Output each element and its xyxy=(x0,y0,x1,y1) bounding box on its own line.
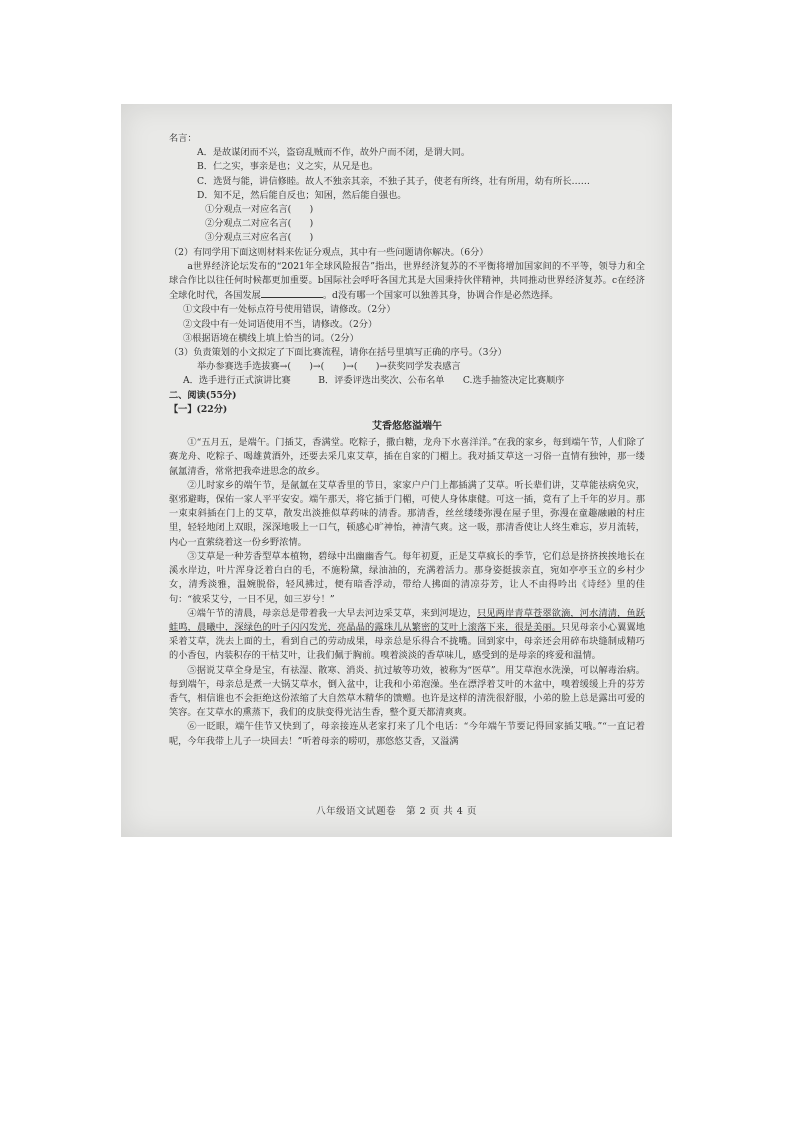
q2-task-2: ②文段中有一处词语使用不当，请修改。（2分） xyxy=(183,318,378,330)
q3-flow: 举办参赛选手选拔赛→( )→( )→( )→获奖同学发表感言 xyxy=(197,361,461,373)
quote-a: A．是故谋闭而不兴，盗窃乱贼而不作，故外户而不闭，是谓大同。 xyxy=(197,147,471,159)
q2-material: a世界经济论坛发布的“2021年全球风险报告”指出，世界经济复苏的不平衡将增加国家间的不平等，领导力和全球合作比以往任何时候都更加重要。b国际社会呼吁各国尤其是大国秉持伙伴精神，共同推动世界经济复苏。c在经济全球化时代，各国发展 。d没有哪一个国家可以独善其身，协调合作是必然选择。 xyxy=(169,260,645,302)
section-heading: 二、阅读(55分) xyxy=(169,389,237,401)
quote-b: B．仁之实，事亲是也；义之实，从兄是也。 xyxy=(197,161,379,173)
match-item-1: ①分观点一对应名言( ) xyxy=(205,204,314,216)
q2-task-1: ①文段中有一处标点符号使用错误，请修改。（2分） xyxy=(183,304,396,316)
subsection-heading: 【一】(22分) xyxy=(169,403,228,415)
q3-option-b: B．评委评选出奖次、公布名单 xyxy=(318,375,445,387)
fill-blank[interactable] xyxy=(261,288,323,298)
match-item-2: ②分观点二对应名言( ) xyxy=(205,218,314,230)
page-content xyxy=(169,132,645,749)
quote-c: C．选贤与能，讲信修睦。故人不独亲其亲，不独子其子，使老有所终，壮有所用，幼有所长…… xyxy=(197,175,590,187)
q3-option-a: A．选手进行正式演讲比赛 xyxy=(183,375,291,387)
article-paragraph-3: ③艾草是一种芳香型草本植物，碧绿中出幽幽香气。每年初夏，正是艾草疯长的季节，它们总是挤挤挨挨地长在溪水岸边，叶片浑身泛着白白的毛，不施粉黛，绿油油的，充满着活力。那身姿挺拔亲直，宛如亭亭玉立的乡村少女，清秀淡雅，温婉脱俗，轻风拂过，便有暗香浮动，带给人拂面的清凉芬芳，让人不由得吟出《诗经》里的佳句：“彼采艾兮，一日不见，如三岁兮！” xyxy=(169,550,645,605)
article-paragraph-6: ⑥一眨眼，端午佳节又快到了，母亲接连从老家打来了几个电话：“今年端午节要记得回家插艾哦。”“一直记着呢，今年我带上儿子一块回去！”听着母亲的唠叨，那悠悠艾香，又溢满 xyxy=(169,721,645,747)
exam-sheet xyxy=(121,104,672,837)
underlined-sentence: 只见两岸青草苍翠欲滴，河水清清，鱼跃蛙鸣，晨曦中，深绿色的叶子闪闪发光，亮晶晶的露珠儿从繁密的艾叶上滚落下来，很是美丽。 xyxy=(169,607,646,633)
article-paragraph-4: ④端午节的清晨，母亲总是带着我一大早去河边采艾草，来到河堤边，只见两岸青草苍翠欲滴，河水清清，鱼跃蛙鸣，晨曦中，深绿色的叶子闪闪发光，亮晶晶的露珠儿从繁密的艾叶上滚落下来，很是美丽。只见母亲小心翼翼地采着艾草，洗去上面的土，看到自己的劳动成果，母亲总是乐得合不拢嘴。回到家中，母亲还会用碎布块缝制成精巧的小香包，内装积存的干枯艾叶，让我们佩于胸前。嗅着淡淡的香草味儿，感受到的是母亲的疼爱和温情。 xyxy=(169,607,646,662)
article-paragraph-2: ②儿时家乡的端午节，是氤氲在艾草香里的节日，家家户户门上都插满了艾草。听长辈们讲，艾草能祛病免灾，驱邪避晦，保佑一家人平平安安。端午那天，将它插于门楣，可使人身体康健。可这一插，竟有了上千年的岁月。那一束束斜插在门上的艾草，散发出淡推似草药味的清香。那清香，丝丝缕缕弥漫在屋子里，弥漫在童趣融融的村庄里，轻轻地闭上双眼，深深地吸上一口气，顿感心旷神怡，神清气爽。这一吸，那清香使让人终生难忘，岁月流转，内心一直萦绕着这一份乡野浓情。 xyxy=(169,479,645,548)
q2-task-3: ③根据语境在横线上填上恰当的词。（2分） xyxy=(183,332,359,344)
match-item-3: ③分观点三对应名言( ) xyxy=(205,232,314,244)
article-paragraph-1: ①“五月五，是端午。门插艾，香满堂。吃粽子，撒白糖，龙舟下水喜洋洋。”在我的家乡，每到端午节，人们除了赛龙舟、吃粽子、喝雄黄酒外，还要去采几束艾草，插在自家的门楣上。我对插艾草这一习俗一直情有独钟，那一缕氤氲清香，常常把我牵进思念的故乡。 xyxy=(169,437,645,477)
q3-options xyxy=(169,374,645,388)
page-footer: 八年级语文试题卷 第 2 页 共 4 页 xyxy=(316,806,477,817)
article-title: 艾香悠悠溢端午 xyxy=(372,421,442,433)
article-paragraph-5: ⑤据说艾草全身是宝，有祛湿、散寒、消炎、抗过敏等功效，被称为“医草”。用艾草泡水洗澡，可以解毒治病。每到端午，母亲总是煮一大锅艾草水，倒入盆中，让我和小弟泡澡。坐在漂浮着艾叶的木盆中，嗅着缓缓上升的芬芳香气，相信谁也不会拒绝这份浓缩了大自然草木精华的馈赠。也许是这样的清洗很舒服，小弟的脸上总是露出可爱的笑容。在艾草水的熏蒸下，我们的皮肤变得光洁生香，整个夏天都清爽爽。 xyxy=(169,664,645,719)
q3-intro: （3）负责策划的小文拟定了下面比赛流程，请你在括号里填写正确的序号。（3分） xyxy=(169,347,507,359)
quotes-heading: 名言： xyxy=(169,133,197,144)
q2-intro: （2）有同学用下面这则材料来佐证分观点，其中有一些问题请你解决。（6分） xyxy=(169,246,489,258)
quote-d: D．知不足，然后能自反也；知困，然后能自强也。 xyxy=(197,189,407,201)
q3-option-c: C.选手抽签决定比赛顺序 xyxy=(462,375,565,387)
